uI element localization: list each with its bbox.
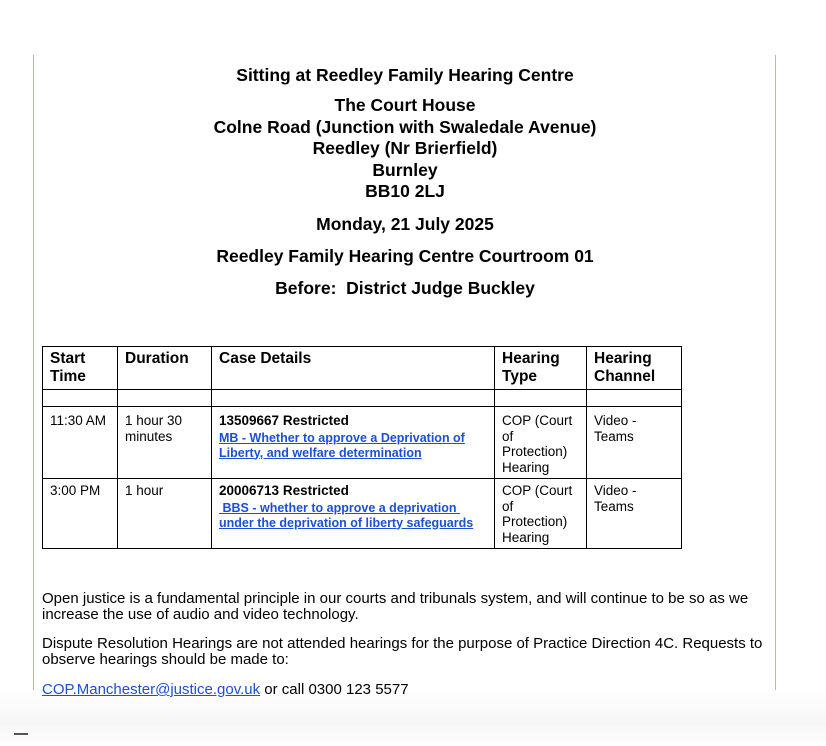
- case-link[interactable]: BBS - whether to approve a deprivation under the deprivation of liberty safeguards: [219, 500, 474, 530]
- table-row: [43, 407, 682, 479]
- case-details: [212, 479, 495, 549]
- column-header-duration: Duration: [118, 347, 212, 390]
- listing-date: Monday, 21 July 2025: [316, 213, 494, 234]
- start-time: 11:30 AM: [43, 407, 118, 479]
- column-header-hearing-channel: Hearing Channel: [587, 347, 682, 390]
- column-header-case-details: Case Details: [212, 347, 495, 390]
- courtroom-name: Reedley Family Hearing Centre Courtroom 01: [216, 245, 594, 266]
- court-address: [35, 95, 775, 203]
- address-line: Colne Road (Junction with Swaledale Avenue): [213, 116, 597, 137]
- page-bottom-fade: [0, 690, 826, 746]
- case-number: 20006713 Restricted: [219, 483, 349, 498]
- start-time: 3:00 PM: [43, 479, 118, 549]
- page-border-left: [33, 55, 34, 705]
- hearing-type: COP (Court of Protection) Hearing: [495, 479, 587, 549]
- judge-name: Before: District Judge Buckley: [275, 277, 535, 298]
- case-number: 13509667 Restricted: [219, 413, 349, 428]
- hearing-channel: Video - Teams: [587, 479, 682, 549]
- table-header-row: [43, 347, 682, 390]
- contact-email-link[interactable]: COP.Manchester@justice.gov.uk: [42, 681, 261, 698]
- case-details: [212, 407, 495, 479]
- address-line: The Court House: [334, 95, 476, 115]
- address-line: BB10 2LJ: [365, 181, 445, 201]
- column-header-start-time: Start Time: [43, 347, 118, 390]
- page-marker: [14, 733, 28, 735]
- case-link[interactable]: MB - Whether to approve a Deprivation of Liberty, and welfare determination: [219, 430, 465, 460]
- contact-line: [42, 682, 772, 698]
- hearing-channel: Video - Teams: [587, 407, 682, 479]
- table-spacer-row: [43, 390, 682, 407]
- hearings-table: [42, 346, 682, 549]
- hearing-type: COP (Court of Protection) Hearing: [495, 407, 587, 479]
- table-row: [43, 479, 682, 549]
- sitting-title: Sitting at Reedley Family Hearing Centre: [236, 65, 574, 85]
- listing-header: [35, 64, 775, 299]
- contact-phone: or call 0300 123 5577: [260, 681, 409, 698]
- dispute-resolution-text: Dispute Resolution Hearings are not attended hearings for the purpose of Practice Direction 4C. Requests to observe hearings should be made to:: [42, 635, 763, 668]
- address-line: Reedley (Nr Brierfield): [312, 138, 498, 158]
- address-line: Burnley: [372, 159, 438, 180]
- open-justice-text: Open justice is a fundamental principle in our courts and tribunals system, and will continue to be so as we increase the use of audio and video technology.: [42, 590, 749, 623]
- duration: 1 hour: [118, 479, 212, 549]
- duration: 1 hour 30 minutes: [118, 407, 212, 479]
- page-border-right: [775, 55, 776, 705]
- column-header-hearing-type: Hearing Type: [495, 347, 587, 390]
